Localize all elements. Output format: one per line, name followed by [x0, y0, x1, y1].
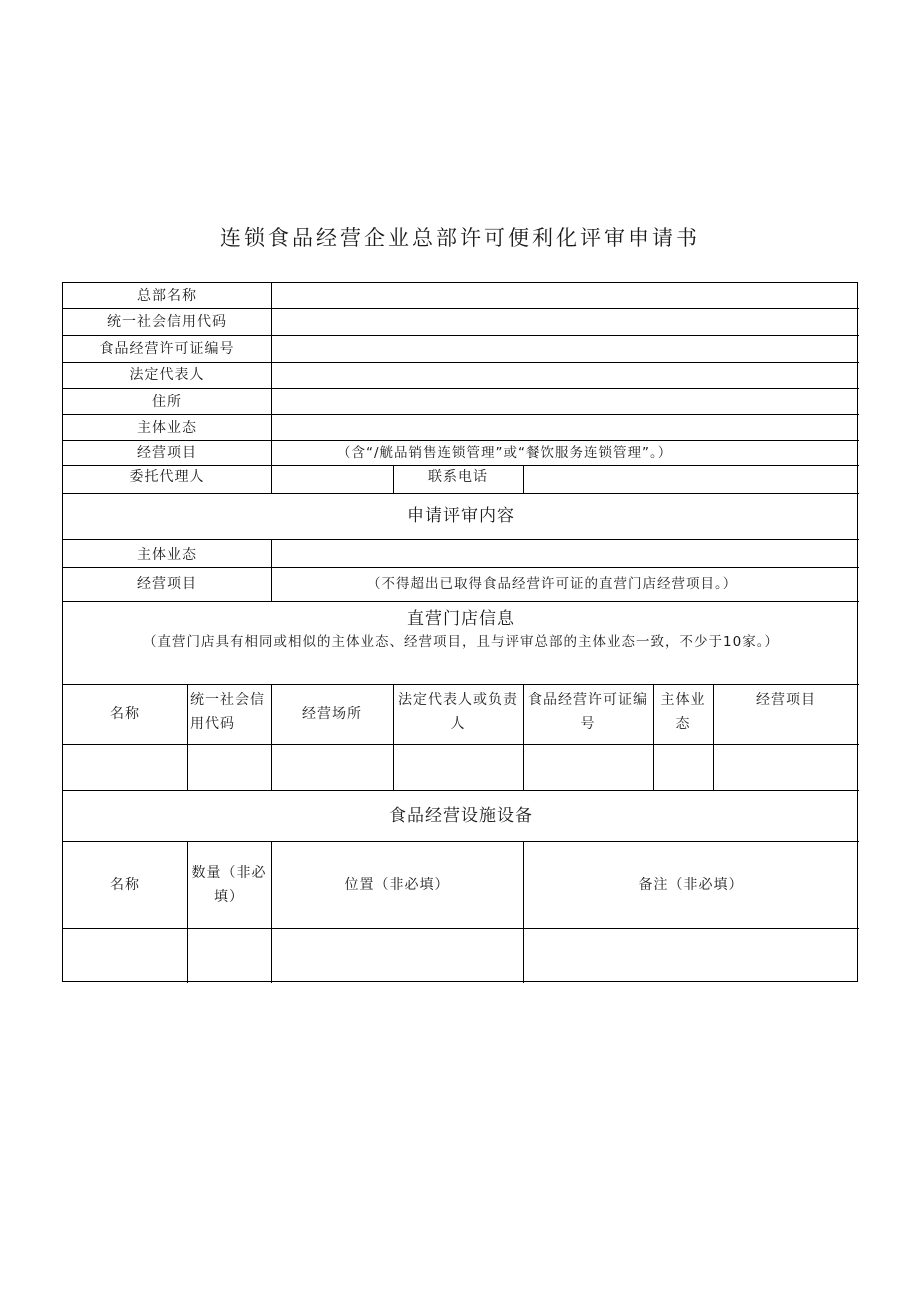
- facilities-col-name: 名称: [110, 876, 140, 893]
- facilities-row-remarks-cell[interactable]: [523, 928, 859, 982]
- license-number-field[interactable]: [271, 335, 859, 362]
- stores-row-premises-cell[interactable]: [271, 744, 393, 790]
- phone-field[interactable]: [523, 465, 859, 493]
- facilities-row-location-cell[interactable]: [271, 928, 523, 982]
- review-entity-type-label: 主体业态: [137, 547, 197, 563]
- entity-type-label: 主体业态: [137, 420, 197, 436]
- facilities-col-location: 位置（非必填）: [344, 876, 450, 893]
- stores-col-entity-type: 主体业态: [660, 692, 706, 732]
- legal-rep-label: 法定代表人: [129, 367, 205, 383]
- facilities-col-quantity: 数量（非必填）: [191, 864, 267, 905]
- stores-col-license-number: 食品经营许可证编号: [528, 692, 648, 732]
- review-business-items-label: 经营项目: [137, 576, 197, 592]
- hq-name-field[interactable]: [271, 283, 859, 308]
- application-form-table: [62, 282, 858, 982]
- legal-rep-field[interactable]: [271, 362, 859, 388]
- document-title: 连锁食品经营企业总部许可便利化评审申请书: [220, 226, 700, 250]
- stores-row-license-cell[interactable]: [523, 744, 653, 790]
- business-items-note[interactable]: （含“/觥品销售连锁管理”或“餐饮服务连锁管理”。）: [337, 444, 673, 461]
- address-field[interactable]: [271, 388, 859, 414]
- credit-code-field[interactable]: [271, 308, 859, 335]
- stores-col-name: 名称: [110, 706, 140, 722]
- stores-row-credit-code-cell[interactable]: [187, 744, 271, 790]
- address-label: 住所: [152, 394, 182, 410]
- facilities-section-heading: 食品经营设施设备: [389, 805, 533, 826]
- stores-col-legal-rep: 法定代表人或负责人: [398, 692, 518, 732]
- stores-col-premises: 经营场所: [302, 706, 362, 722]
- credit-code-label: 统一社会信用代码: [107, 313, 227, 330]
- facilities-col-remarks: 备注（非必填）: [638, 876, 744, 893]
- business-items-label: 经营项目: [137, 444, 197, 461]
- agent-field[interactable]: [271, 465, 393, 493]
- agent-label: 委托代理人: [129, 469, 205, 485]
- stores-col-business-items: 经营项目: [756, 692, 816, 708]
- facilities-row-quantity-cell[interactable]: [187, 928, 271, 982]
- review-business-items-note[interactable]: （不得超出已取得食品经营许可证的直营门店经营项目。）: [367, 576, 738, 592]
- stores-section-note: （直营门店具有相同或相似的主体业态、经营项目，且与评审总部的主体业态一致，不少于10家。）: [143, 634, 779, 650]
- entity-type-field[interactable]: [271, 414, 859, 440]
- review-section-heading: 申请评审内容: [407, 506, 515, 526]
- license-number-label: 食品经营许可证编号: [99, 340, 235, 357]
- stores-row-entity-type-cell[interactable]: [653, 744, 713, 790]
- facilities-row-name-cell[interactable]: [63, 928, 187, 982]
- stores-row-name-cell[interactable]: [63, 744, 187, 790]
- hq-name-label: 总部名称: [137, 287, 197, 304]
- review-entity-type-field[interactable]: [271, 539, 859, 567]
- phone-label: 联系电话: [428, 469, 488, 485]
- stores-section-heading: 直营门店信息: [407, 609, 515, 629]
- stores-row-legal-rep-cell[interactable]: [393, 744, 523, 790]
- stores-row-business-items-cell[interactable]: [713, 744, 859, 790]
- stores-col-credit-code: 统一社会信用代码: [190, 692, 265, 732]
